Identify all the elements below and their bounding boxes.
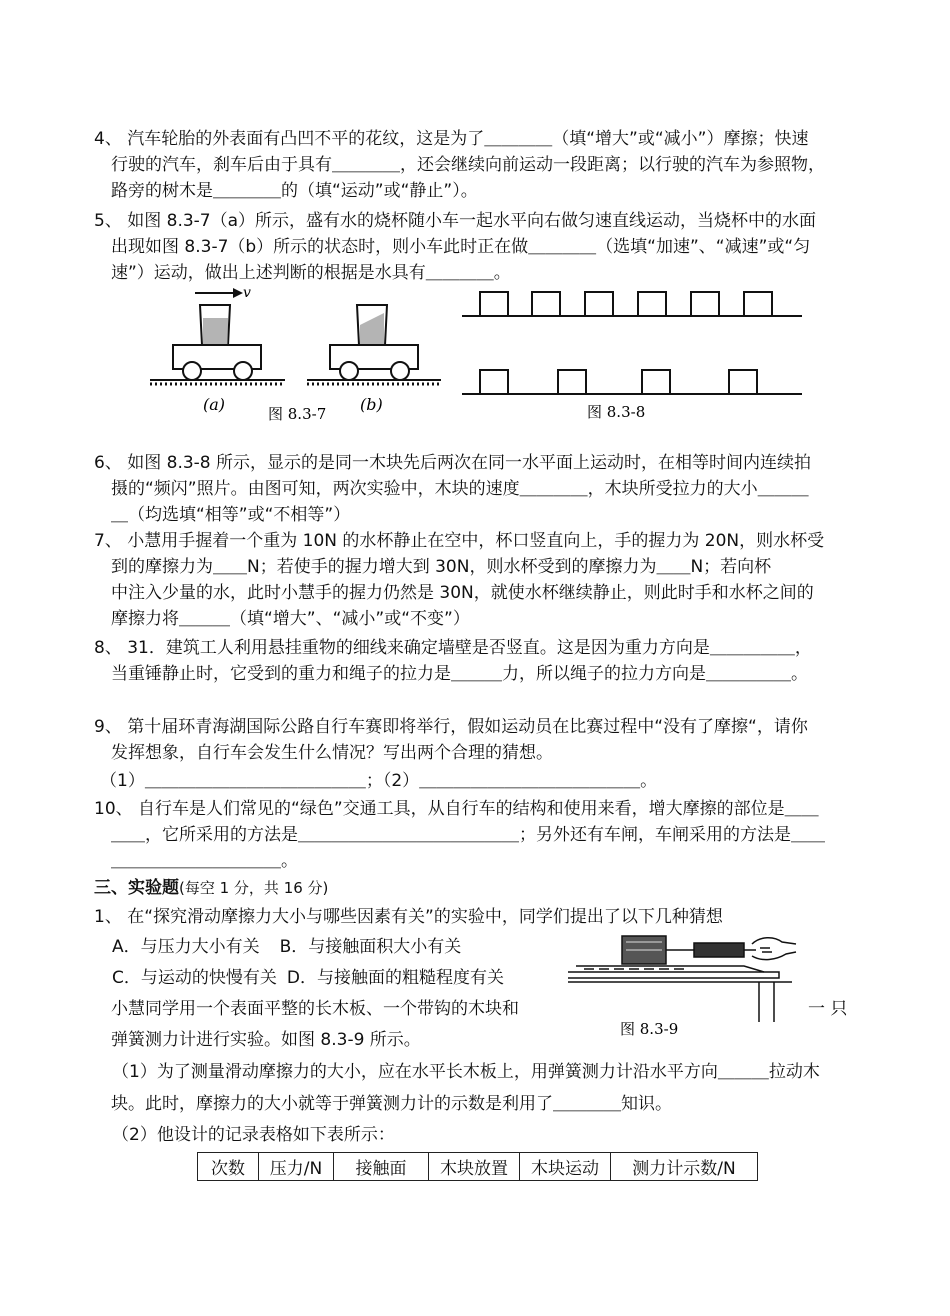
q9-line-1: 9、 第十届环青海湖国际公路自行车赛即将举行，假如运动员在比赛过程中“没有了摩擦“，请你 <box>94 717 808 737</box>
table-header-row <box>198 1153 758 1181</box>
q4-line-2: 行驶的汽车，刹车后由于具有＿＿＿＿，还会继续向前运动一段距离；以行驶的汽车为参照物， <box>111 155 825 175</box>
header-surface: 接触面 <box>334 1153 429 1181</box>
q5-line-2: 出现如图 8.3-7（b）所示的状态时，则小车此时正在做＿＿＿＿（选填“加速”、“减速”或“匀 <box>111 237 811 257</box>
option-a: A．与压力大小有关 <box>112 937 260 957</box>
q6-line-2: 摄的“频闪”照片。由图可知，两次实验中，木块的速度＿＿＿＿，木块所受拉力的大小＿＿＿ <box>111 479 809 499</box>
e1-line-4-tail: 一 只 <box>808 999 848 1019</box>
e1-options-cd <box>112 966 504 990</box>
q7-line-1: 7、 小慧用手握着一个重为 10N 的水杯静止在空中，杯口竖直向上，手的握力为 20N，则水杯受 <box>94 531 825 551</box>
caption-8-3-7: 图 8.3-7 <box>268 405 327 423</box>
e1-sub1-line-2: 块。此时，摩擦力的大小就等于弹簧测力计的示数是利用了＿＿＿＿知识。 <box>111 1094 672 1114</box>
figure-8-3-7 <box>145 283 445 423</box>
q7-line-4: 摩擦力将＿＿＿（填“增大”、“减小”或“不变”） <box>111 609 470 629</box>
q7-line-3: 中注入少量的水，此时小慧手的握力仍然是 30N，就使水杯继续静止，则此时手和水杯之间的 <box>111 583 814 603</box>
e1-line-1: 1、 在“探究滑动摩擦力大小与哪些因素有关”的实验中，同学们提出了以下几种猜想 <box>94 907 723 927</box>
header-count: 次数 <box>198 1153 259 1181</box>
strobe-row-1 <box>462 292 802 316</box>
q9-answers: （1）＿＿＿＿＿＿＿＿＿＿＿＿＿；（2）＿＿＿＿＿＿＿＿＿＿＿＿＿。 <box>100 771 658 791</box>
q4-line-3: 路旁的树木是＿＿＿＿的（填“运动”或“静止”）。 <box>111 181 478 201</box>
q7-line-2: 到的摩擦力为＿＿N；若使手的握力增大到 30N，则水杯受到的摩擦力为＿＿N；若向杯 <box>111 557 772 577</box>
figure-8-3-8 <box>462 283 807 428</box>
header-pressure: 压力/N <box>259 1153 334 1181</box>
q5-line-3: 速”）运动，做出上述判断的根据是水具有＿＿＿＿。 <box>111 263 511 283</box>
header-placement: 木块放置 <box>429 1153 520 1181</box>
q4-line-1: 4、 汽车轮胎的外表面有凸凹不平的花纹，这是为了＿＿＿＿（填“增大”或“减小”）摩擦；快速 <box>94 129 809 149</box>
section-heading <box>94 876 328 900</box>
q6-line-3: ＿（均选填“相等”或“不相等”） <box>111 505 351 525</box>
cart-a <box>150 305 285 384</box>
q6-line-1: 6、 如图 8.3-8 所示，显示的是同一木块先后两次在同一水平面上运动时，在相等时间内连续拍 <box>94 453 812 473</box>
e1-sub2: （2）他设计的记录表格如下表所示： <box>112 1125 395 1145</box>
q9-line-2: 发挥想象，自行车会发生什么情况？写出两个合理的猜想。 <box>111 743 553 763</box>
hand-icon <box>752 938 796 960</box>
header-motion: 木块运动 <box>520 1153 611 1181</box>
option-d: D．与接触面的粗糙程度有关 <box>286 968 504 988</box>
caption-8-3-8: 图 8.3-8 <box>587 403 646 421</box>
strobe-row-2 <box>462 370 802 394</box>
section-title: 三、实验题 <box>94 878 179 898</box>
cart-b <box>307 305 441 384</box>
spring-scale-icon <box>666 943 756 957</box>
option-c: C．与运动的快慢有关 <box>112 968 277 988</box>
record-table <box>197 1152 758 1181</box>
q8-line-2: 当重锤静止时，它受到的重力和绳子的拉力是＿＿＿力，所以绳子的拉力方向是＿＿＿＿＿。 <box>111 664 808 684</box>
caption-8-3-9: 图 8.3-9 <box>620 1020 679 1038</box>
label-b: (b) <box>360 395 383 414</box>
e1-line-4: 小慧同学用一个表面平整的长木板、一个带钩的木块和 <box>111 999 519 1019</box>
q5-line-1: 5、 如图 8.3-7（a）所示，盛有水的烧杯随小车一起水平向右做匀速直线运动，当烧杯中的水面 <box>94 211 817 231</box>
q10-line-1: 10、 自行车是人们常见的“绿色”交通工具，从自行车的结构和使用来看，增大摩擦的部位是＿＿ <box>94 799 819 819</box>
section-note: (每空 1 分，共 16 分) <box>179 879 329 897</box>
e1-sub1-line-1: （1）为了测量滑动摩擦力的大小，应在水平长木板上，用弹簧测力计沿水平方向＿＿＿拉动木 <box>112 1062 820 1082</box>
header-reading: 测力计示数/N <box>611 1153 758 1181</box>
velocity-arrow-icon <box>195 288 243 298</box>
q8-line-1: 8、 31．建筑工人利用悬挂重物的细线来确定墙壁是否竖直。这是因为重力方向是＿＿＿＿＿， <box>94 638 812 658</box>
e1-line-5: 弹簧测力计进行实验。如图 8.3-9 所示。 <box>111 1030 421 1050</box>
label-a: (a) <box>203 395 226 414</box>
option-b: B．与接触面积大小有关 <box>279 937 462 957</box>
board-and-table <box>568 966 792 1022</box>
e1-options-ab <box>112 935 461 959</box>
wood-block <box>622 936 666 964</box>
figure-8-3-9 <box>564 922 799 1040</box>
q10-line-3: ＿＿＿＿＿＿＿＿＿＿。 <box>111 851 298 871</box>
q10-line-2: ＿＿，它所采用的方法是＿＿＿＿＿＿＿＿＿＿＿＿＿；另外还有车闸，车闸采用的方法是＿＿ <box>111 825 825 845</box>
velocity-label: v <box>243 285 251 301</box>
